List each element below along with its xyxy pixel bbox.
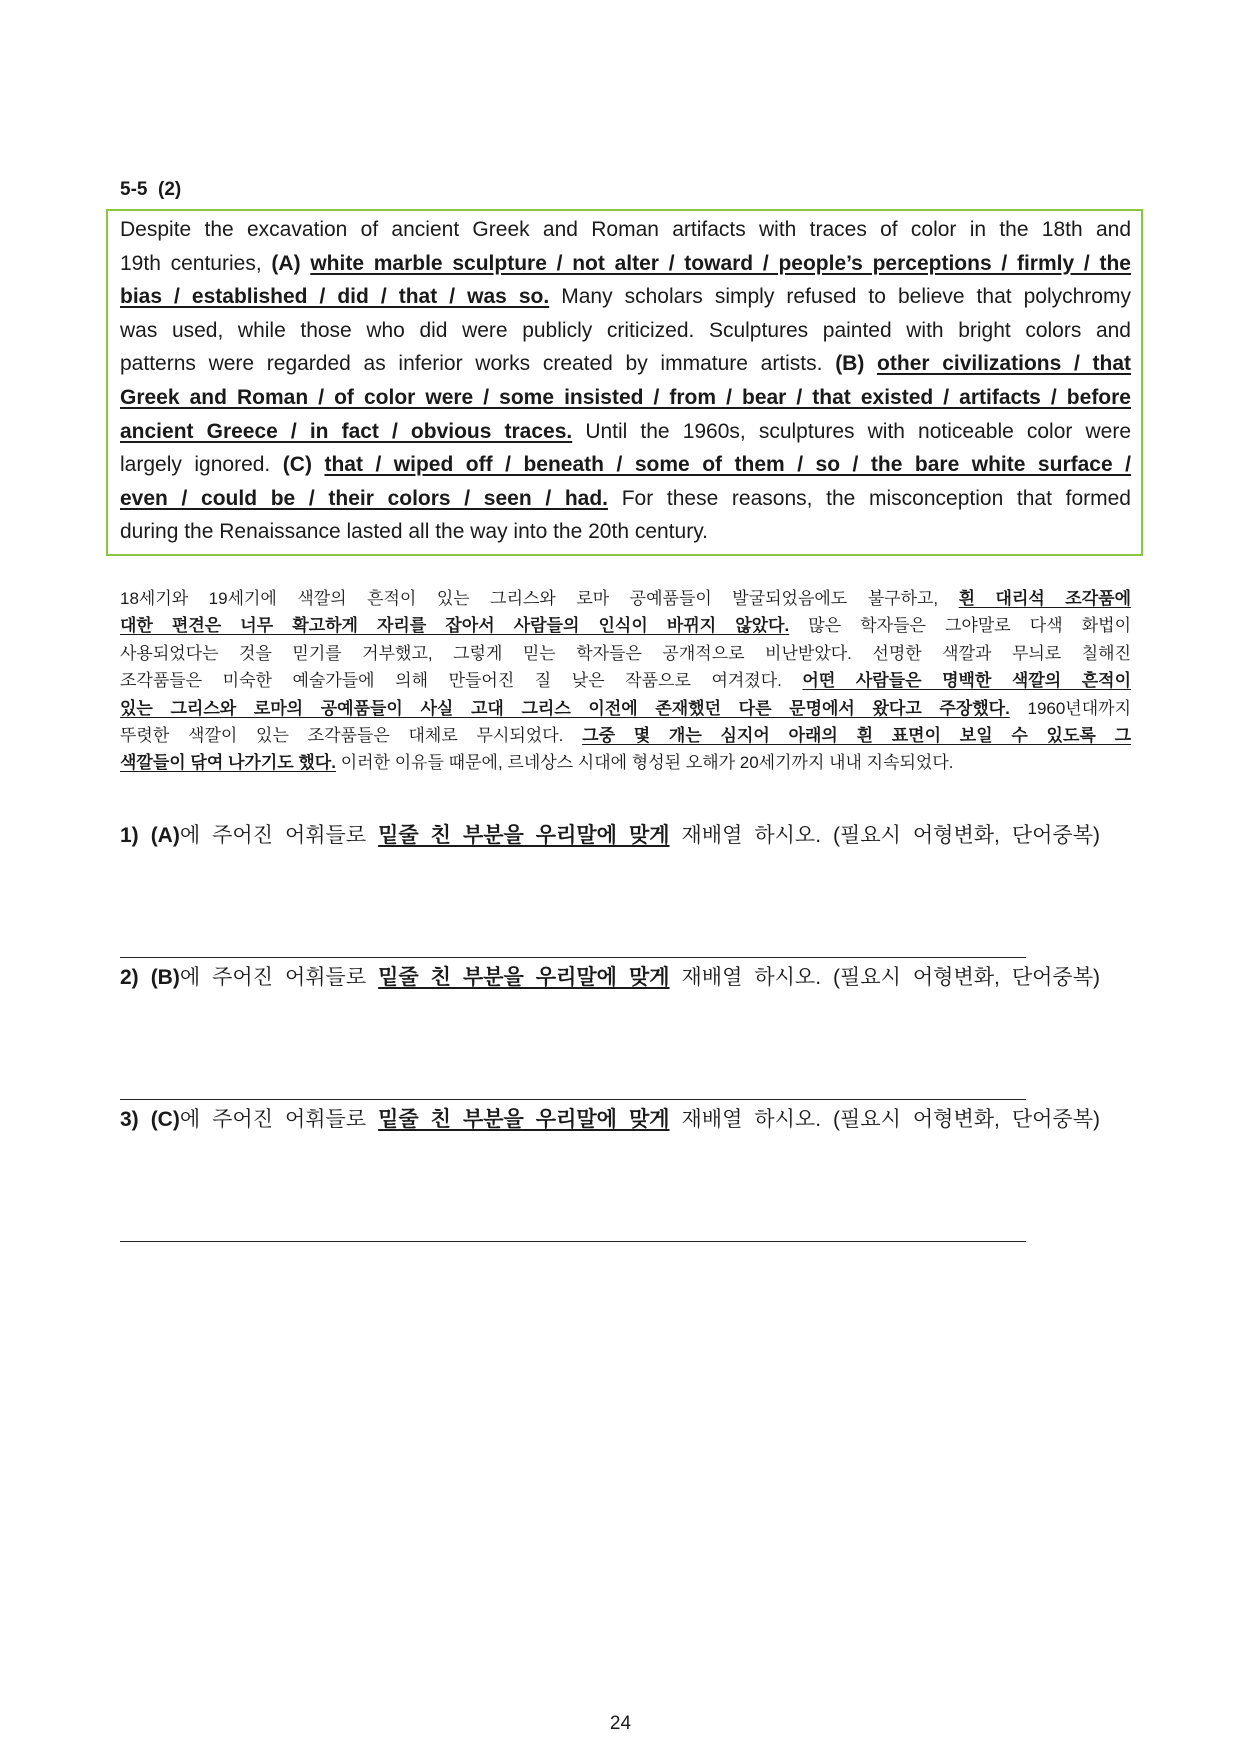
- translation-line: [120, 612, 1131, 639]
- translation-text: 조각품들은 미숙한 예술가들에 의해 만들어진 질 낮은 작품으로 여겨졌다.: [120, 671, 782, 691]
- question-prompt: 재배열 하시오. (필요시 어형변화, 단어중복): [681, 824, 1100, 847]
- blank-label-c: (C): [282, 453, 312, 477]
- passage-text: For these reasons, the misconception that formed: [621, 486, 1131, 510]
- passage-text: during the Renaissance lasted all the way into the 20th century.: [120, 520, 708, 544]
- translation-line: [120, 640, 1131, 667]
- scrambled-words-c: even / could be / their colors / seen / had.: [120, 486, 609, 510]
- question-prompt: 에 주어진 어휘들로: [179, 1108, 367, 1131]
- passage-line: [120, 213, 1131, 247]
- translation-text: 사용되었다는 것을 믿기를 거부했고, 그렇게 믿는 학자들은 공개적으로 비난받았다. 선명한 색깔과 무늬로 칠해진: [120, 643, 1131, 663]
- question-number: 2): [120, 966, 139, 989]
- question-1: [120, 821, 1100, 851]
- scrambled-words-b: Greek and Roman / of color were / some insisted / from / bear / that existed / artifacts / before: [120, 385, 1131, 409]
- translation-target-c: 색깔들이 닦여 나가기도 했다.: [120, 753, 336, 773]
- answer-line: [120, 1241, 1026, 1242]
- blank-label-a: (A): [271, 251, 301, 275]
- blank-label-b: (B): [835, 352, 865, 376]
- question-number: 1): [120, 824, 139, 847]
- passage-line: [120, 415, 1131, 449]
- translation-text: 많은 학자들은 그야말로 다색 화법이: [808, 616, 1131, 636]
- question-label: (C): [150, 1108, 180, 1131]
- scrambled-words-b: other civilizations / that: [877, 352, 1131, 376]
- passage-box: [106, 209, 1143, 556]
- passage-line: [120, 482, 1131, 516]
- question-number: 3): [120, 1108, 139, 1131]
- passage-text: was used, while those who did were publicly criticized. Sculptures painted with bright colors and: [120, 318, 1131, 342]
- passage-line: [120, 448, 1131, 482]
- passage-text: largely ignored.: [120, 453, 271, 477]
- translation-target-a: 흰 대리석 조각품에: [958, 589, 1131, 608]
- section-title: 5-5 (2): [120, 179, 182, 200]
- passage-line: [120, 314, 1131, 348]
- scrambled-words-c: that / wiped off / beneath / some of them / so / the bare white surface /: [324, 453, 1131, 477]
- question-emphasis: 밑줄 친 부분을 우리말에 맞게: [378, 824, 670, 847]
- passage-text: patterns were regarded as inferior works created by immature artists.: [120, 352, 823, 376]
- question-prompt: 재배열 하시오. (필요시 어형변화, 단어중복): [681, 1108, 1100, 1131]
- passage-text: Despite the excavation of ancient Greek and Roman artifacts with traces of color in the 18th and: [120, 218, 1131, 241]
- translation-target-a: 대한 편견은 너무 확고하게 자리를 잡아서 사람들의 인식이 바뀌지 않았다.: [120, 616, 790, 636]
- question-prompt: 재배열 하시오. (필요시 어형변화, 단어중복): [681, 966, 1100, 989]
- passage-line: [120, 247, 1131, 281]
- question-3: [120, 1105, 1100, 1135]
- translation-line: [120, 749, 1131, 776]
- scrambled-words-b: ancient Greece / in fact / obvious traces.: [120, 419, 573, 443]
- translation-text: 이러한 이유들 때문에, 르네상스 시대에 형성된 오해가 20세기까지 내내 지속되었다.: [340, 753, 954, 773]
- question-label: (A): [150, 824, 180, 847]
- passage-text: Many scholars simply refused to believe that polychromy: [561, 285, 1131, 309]
- translation-line: [120, 667, 1131, 694]
- translation-target-b: 어떤 사람들은 명백한 색깔의 흔적이: [802, 671, 1131, 691]
- korean-translation: [120, 585, 1131, 777]
- answer-line: [120, 1099, 1026, 1100]
- question-prompt: 에 주어진 어휘들로: [179, 966, 367, 989]
- passage-line: [120, 515, 1131, 549]
- passage-line: [120, 381, 1131, 415]
- translation-text: 뚜렷한 색깔이 있는 조각품들은 대체로 무시되었다.: [120, 725, 564, 745]
- page-number: 24: [609, 1713, 632, 1734]
- translation-line: [120, 722, 1131, 749]
- question-emphasis: 밑줄 친 부분을 우리말에 맞게: [378, 1108, 670, 1131]
- translation-text: 1960년대까지: [1027, 698, 1131, 718]
- answer-line: [120, 957, 1026, 958]
- question-emphasis: 밑줄 친 부분을 우리말에 맞게: [378, 966, 670, 989]
- passage-text: Until the 1960s, sculptures with noticeable color were: [585, 419, 1131, 443]
- scrambled-words-a: bias / established / did / that / was so.: [120, 285, 550, 309]
- passage-line: [120, 347, 1131, 381]
- question-prompt: 에 주어진 어휘들로: [179, 824, 367, 847]
- translation-target-b: 있는 그리스와 로마의 공예품들이 사실 고대 그리스 이전에 존재했던 다른 문명에서 왔다고 주장했다.: [120, 698, 1010, 718]
- passage-text: 19th centuries,: [120, 251, 262, 275]
- question-label: (B): [150, 966, 180, 989]
- translation-text: 18세기와 19세기에 색깔의 흔적이 있는 그리스와 로마 공예품들이 발굴되었음에도 불구하고,: [120, 589, 939, 608]
- scrambled-words-a: white marble sculpture / not alter / toward / people’s perceptions / firmly / the: [310, 251, 1131, 275]
- translation-line: [120, 695, 1131, 722]
- passage-line: [120, 280, 1131, 314]
- translation-line: [120, 585, 1131, 612]
- question-2: [120, 963, 1100, 993]
- translation-target-c: 그중 몇 개는 심지어 아래의 흰 표면이 보일 수 있도록 그: [582, 725, 1131, 745]
